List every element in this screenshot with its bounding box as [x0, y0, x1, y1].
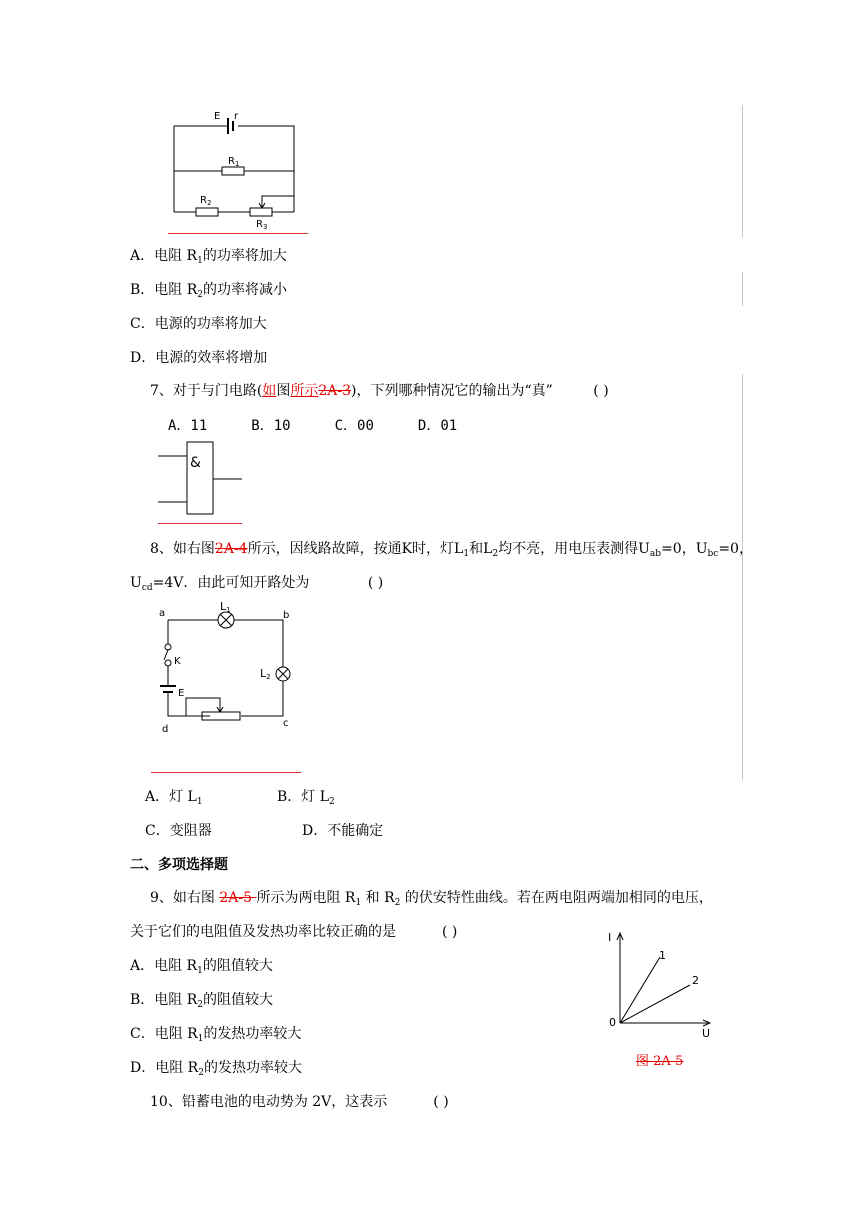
q8-stem-line1: 8、如右图2A-4所示，因线路故障，按通K时，灯$L_1$和$L_2$均不亮，用电压表测得$U_{ab}=0$，$U_{bc}=0$， [150, 541, 753, 559]
q6-option-d: D．电源的效率将增加 [130, 350, 268, 366]
q9-stem-line2: 关于它们的电阻值及发热功率比较正确的是 ( ) [130, 924, 458, 940]
circuit-diagram-1 [160, 104, 310, 230]
label-E: E [178, 688, 185, 699]
q8-option-c: C．变阻器 [145, 823, 212, 839]
q6-option-a: A．电阻 $R_1$的功率将加大 [130, 248, 287, 266]
and-gate-diagram [156, 440, 248, 520]
revision-bar [742, 105, 743, 238]
circuit-diagram-2 [150, 600, 310, 740]
label-K: K [174, 656, 181, 667]
and-symbol: & [190, 455, 201, 471]
label-L2: L2 [260, 667, 271, 681]
revision-underline [151, 772, 301, 773]
revision-bar [742, 374, 743, 780]
axis-U: U [702, 1027, 711, 1040]
line-1-label: 1 [659, 949, 666, 962]
revision-underline [168, 233, 308, 234]
q10-stem: 10、铅蓄电池的电动势为 2V，这表示 ( ) [150, 1094, 449, 1110]
q9-option-c: C．电阻 $R_1$的发热功率较大 [130, 1026, 302, 1044]
q6-option-c: C．电源的功率将加大 [130, 316, 267, 332]
node-d: d [162, 724, 169, 735]
iu-characteristic-graph [600, 925, 720, 1045]
label-R2: $R_2$ [200, 195, 212, 207]
q6-option-b: B．电阻 $R_2$的功率将减小 [130, 282, 288, 300]
line-2-label: 2 [692, 974, 699, 987]
label-L1: L1 [220, 600, 231, 614]
label-R1: $R_1$ [228, 156, 240, 168]
section-heading: 二、多项选择题 [130, 857, 228, 873]
label-E: E [214, 111, 221, 122]
q8-option-b: B．灯 $L_2$ [277, 789, 335, 807]
q9-option-b: B．电阻 $R_2$的阻值较大 [130, 992, 274, 1010]
q8-stem-line2: $U_{cd}=4V$．由此可知开路处为 ( ) [130, 575, 384, 593]
label-R3: $R_3$ [256, 219, 268, 230]
q8-option-a: A．灯 $L_1$ [145, 789, 203, 807]
node-c: c [283, 718, 289, 729]
q8-option-d: D．不能确定 [302, 823, 384, 839]
node-a: a [159, 608, 166, 619]
q9-option-d: D．电阻 $R_2$的发热功率较大 [130, 1060, 302, 1078]
figure-caption: 图 2A-5 [636, 1054, 684, 1069]
line-1 [620, 957, 660, 1023]
q9-option-a: A．电阻 $R_1$的阻值较大 [130, 958, 273, 976]
node-b: b [283, 610, 290, 621]
revision-bar [742, 272, 743, 306]
revision-underline [158, 523, 242, 524]
q9-stem-line1: 9、如右图 2A-5 所示为两电阻 $R_1$ 和 $R_2$ 的伏安特性曲线。若在两电阻两端加相同的电压， [150, 890, 713, 908]
origin-label: 0 [609, 1016, 616, 1029]
line-2 [620, 985, 690, 1023]
q7-options: A．11 B．10 C．00 D．01 [168, 418, 458, 434]
axis-I: I [608, 931, 612, 944]
q7-stem: 7、对于与门电路(如图所示2A-3)，下列哪种情况它的输出为“真” ( ) [150, 383, 609, 399]
label-r: r [234, 111, 239, 122]
